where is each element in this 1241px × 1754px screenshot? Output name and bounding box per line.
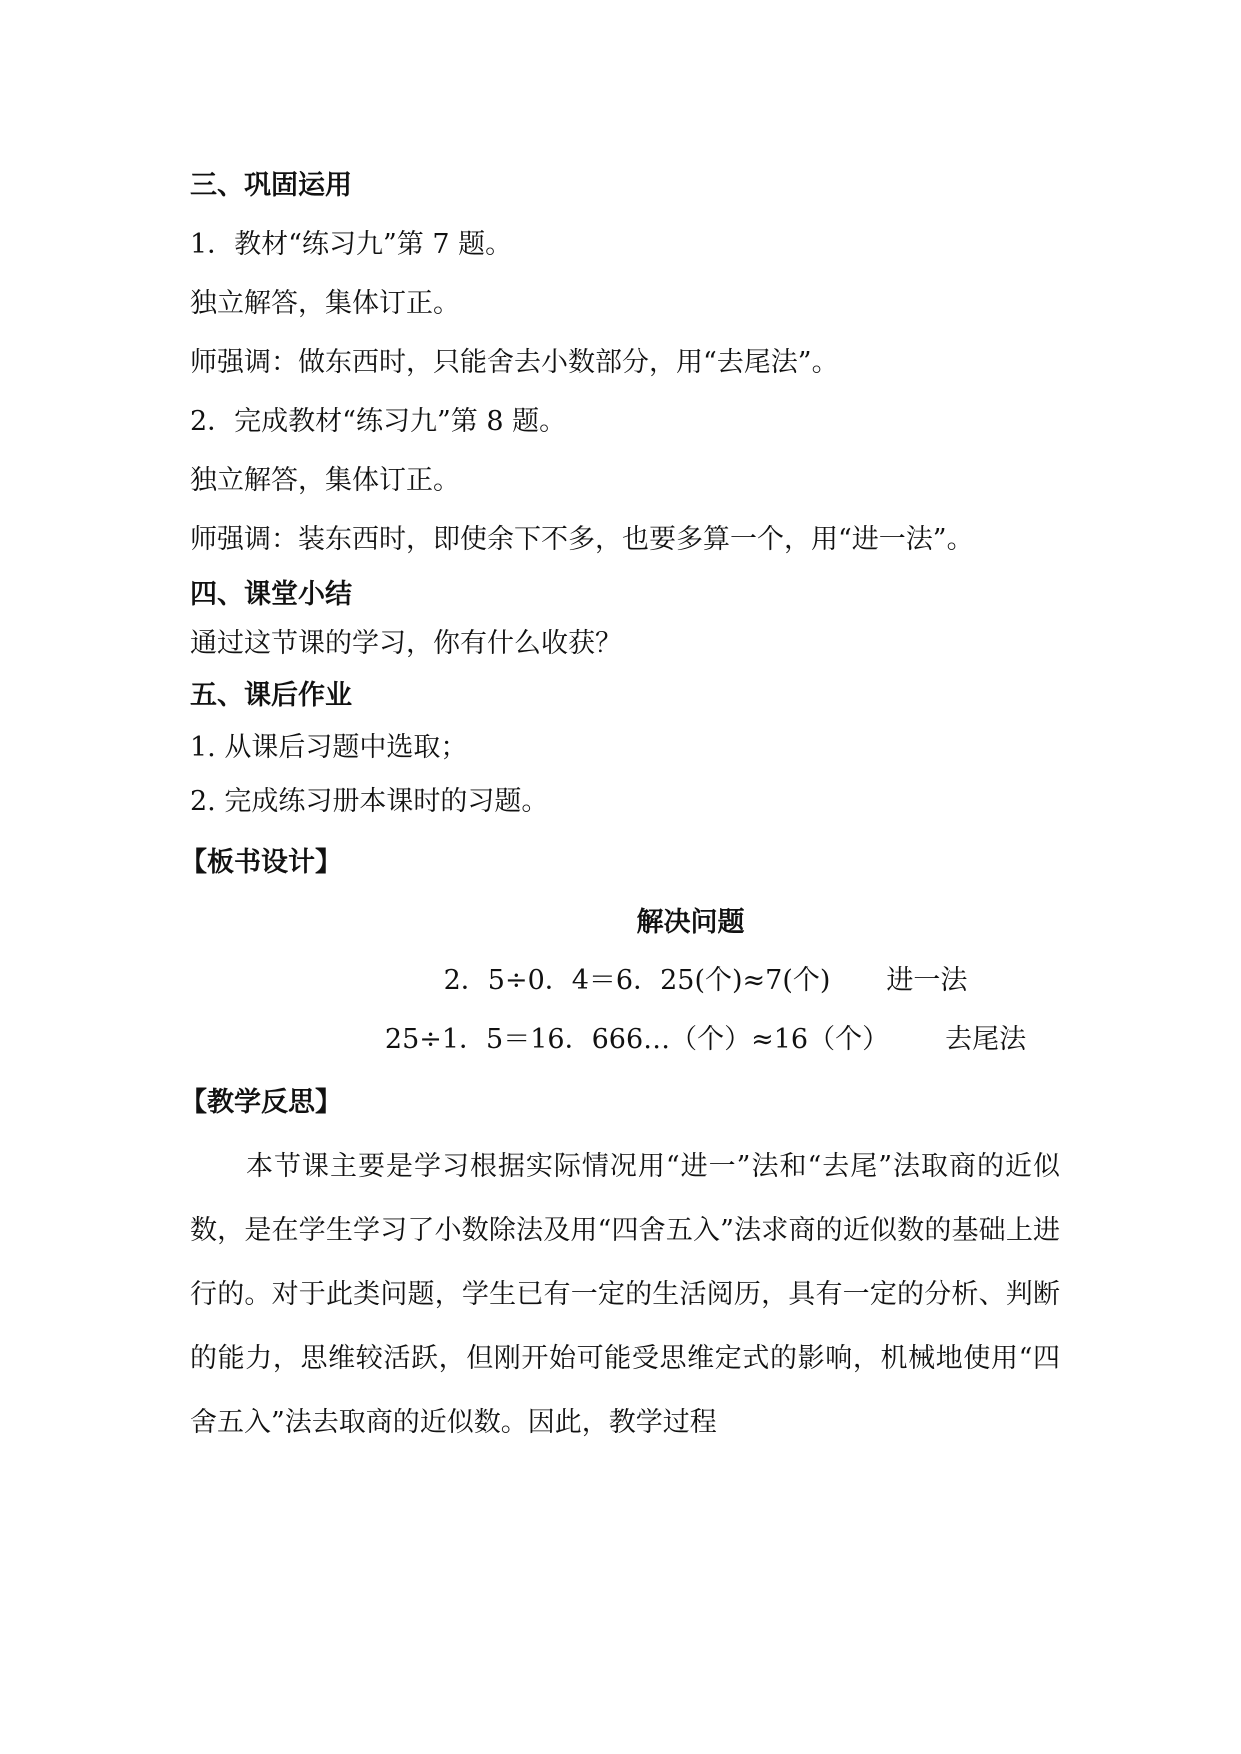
exercise-item-2-note: 独立解答，集体订正。 xyxy=(190,465,460,496)
board-method-2: 去尾法 xyxy=(945,1024,1027,1055)
exercise-item-1: 1．教材“练习九”第 7 题。 xyxy=(190,229,513,260)
section-heading-homework: 五、课后作业 xyxy=(190,680,352,711)
board-formula-2: 25÷1．5＝16．666…（个）≈16（个） xyxy=(384,1024,890,1055)
board-formula-1: 2．5÷0．4＝6．25(个)≈7(个) xyxy=(443,965,831,996)
homework-item-1: 1. 从课后习题中选取； xyxy=(190,732,468,763)
board-formula-row-1 xyxy=(0,963,1241,999)
exercise-item-2-emphasis: 师强调：装东西时，即使余下不多，也要多算一个，用“进一法”。 xyxy=(190,524,974,555)
board-design-title: 解决问题 xyxy=(636,907,745,938)
homework-item-2: 2. 完成练习册本课时的习题。 xyxy=(190,786,549,817)
section-heading-summary: 四、课堂小结 xyxy=(190,579,352,610)
reflection-paragraph: 本节课主要是学习根据实际情况用“进一”法和“去尾”法取商的近似数，是在学生学习了小数除法及用“四舍五入”法求商的近似数的基础上进行的。对于此类问题，学生已有一定的生活阅历，具有一定的分析、判断的能力，思维较活跃，但刚开始可能受思维定式的影响，机械地使用“四舍五入”法去取商的近似数。因此，教学过程 xyxy=(190,1151,1060,1438)
board-formula-row-2 xyxy=(0,1022,1241,1058)
board-design-heading: 【板书设计】 xyxy=(180,847,342,878)
exercise-item-1-note: 独立解答，集体订正。 xyxy=(190,288,460,319)
section-heading-consolidate: 三、巩固运用 xyxy=(190,170,352,201)
exercise-item-2: 2．完成教材“练习九”第 8 题。 xyxy=(190,406,567,437)
summary-question: 通过这节课的学习，你有什么收获？ xyxy=(190,628,622,659)
board-method-1: 进一法 xyxy=(886,965,968,996)
exercise-item-1-emphasis: 师强调：做东西时，只能舍去小数部分，用“去尾法”。 xyxy=(190,347,839,378)
reflection-heading: 【教学反思】 xyxy=(180,1087,342,1118)
